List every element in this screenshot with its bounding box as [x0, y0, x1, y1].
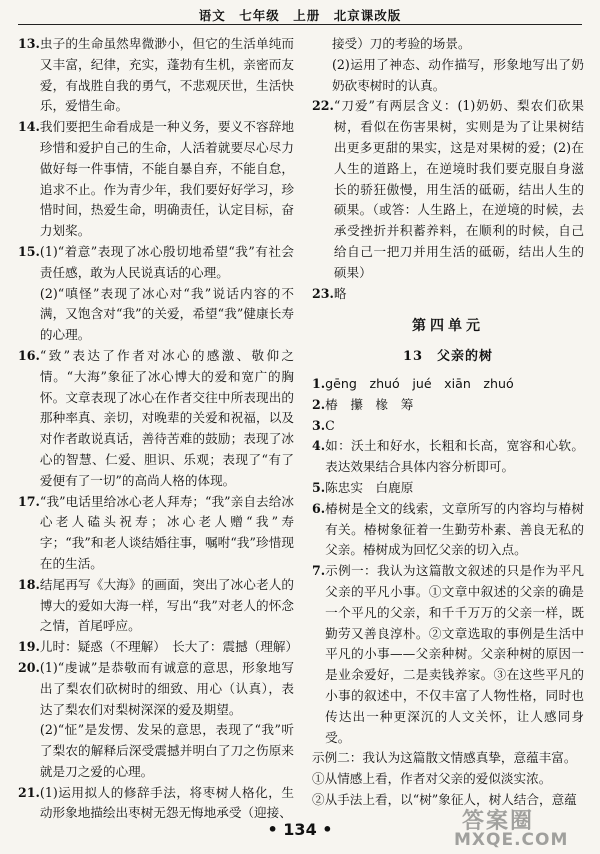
item-body: [40, 242, 294, 346]
item-text: 椿 攥 椽 筹: [325, 396, 414, 412]
item-text: (1)运用拟人的修辞手法，将枣树人格化，生动形象地描绘出枣树无怨无悔地承受（迎接、: [39, 784, 294, 821]
item-number: 23.: [312, 285, 334, 301]
item-text: (1)“虔诚”是恭敬而有诚意的意思，形象地写出了梨农们砍树时的细致、用心（认真），表达了梨农们对梨树深深的爱及期望。: [39, 659, 294, 717]
item-number: 2.: [312, 396, 326, 412]
item-number: 21.: [18, 784, 40, 800]
right-column: [312, 34, 584, 811]
item-text: “致”表达了作者对冰心的感激、敬仰之情。“大海”象征了冰心博大的爱和宽广的胸怀。文章表现了冰心在作者交往中所表现出的那种率真、亲切，对晚辈的关爱和祝福，以及对作者敢说真话，善待苦难的鼓励；表现了冰心的智慧、仁爱、胆识、乐观；表现了“有了爱便有了一切”的高尚人格的体现。: [39, 347, 294, 488]
item-text: C: [325, 417, 335, 433]
item-subtext: (2)“嗔怪”表现了冰心对“我”说话内容的不满，又饱含对“我”的关爱，希望“我”健康长寿的心理。: [39, 285, 294, 343]
item-number: 7.: [312, 563, 326, 579]
answer-item: [18, 783, 294, 825]
item-number: 14.: [18, 119, 40, 135]
answer-item: [18, 34, 294, 117]
watermark-url: MXQE.COM: [454, 830, 569, 850]
continued-text: 接受）刀的考验的场景。: [332, 36, 471, 51]
lesson-title: 13 父亲的树: [402, 349, 494, 365]
answer-item: [18, 242, 294, 346]
item-text: “我”电话里给冰心老人拜寿；“我”亲自去给冰心老人磕头祝寿；冰心老人赠“我”寿字；“我”和老人谈结婚往事，嘱咐“我”珍惜现在的生活。: [39, 493, 294, 571]
item-text: 如：沃土和好水，长粗和长高，宽容和心软。表达效果结合具体内容分析即可。: [325, 438, 584, 475]
item-text: 椿树是全文的线索，文章所写的内容均与椿树有关。椿树象征着一生勤劳朴素、善良无私的父亲。椿树成为回忆父亲的切入点。: [325, 500, 584, 558]
answer-item: [312, 436, 584, 478]
item-text: (1)“着意”表现了冰心殷切地希望“我”有社会责任感，敢为人民说真话的心理。: [39, 243, 294, 280]
answer-item: [18, 117, 294, 242]
item-text: 儿时：疑惑（不理解） 长大了：震撼（理解）: [39, 639, 299, 655]
item-number: 20.: [18, 659, 40, 675]
answer-item: [312, 374, 584, 395]
item-number: 4.: [312, 438, 326, 454]
answer-item: [312, 284, 584, 305]
item-body: [40, 658, 294, 783]
answer-item: [312, 478, 584, 499]
item-text: 略: [333, 285, 347, 301]
answer-item: [18, 575, 294, 637]
item-number: 13.: [18, 36, 40, 51]
page-number: • 134 •: [267, 820, 333, 839]
item-number: 5.: [312, 479, 326, 495]
example-text: ②从手法上看，以“树”象征人，树人结合，意蕴: [312, 791, 577, 807]
answer-item: [312, 561, 584, 748]
answer-item: [312, 416, 584, 437]
watermark-text: 答案圈: [462, 809, 535, 834]
item-number: 22.: [312, 98, 334, 114]
page-header: 语文 七年级 上册 北京课改版: [198, 8, 402, 23]
answer-item: [312, 499, 584, 561]
item-text: 我们要把生命看成是一种义务，要义不容辞地珍惜和爱护自己的生命，人活着就要尽心尽力做好每一件事情，不能自暴自弃，不能自怠，追求不止。作为青少年，我们要好好学习，珍惜时间，热爱生命，明确责任，认定目标，奋力划桨。: [39, 119, 294, 239]
item-text: 陈忠实 白鹿原: [325, 479, 414, 495]
unit-title: 第四单元: [412, 318, 484, 335]
item-text: 示例一：我认为这篇散文叙述的只是作为平凡父亲的平凡小事。①文章中叙述的父亲的确是一个平凡的父亲，和千千万万的父亲一样，既勤劳又善良淳朴。②文章选取的事例是生活中平凡的小事——父亲种树。父亲种树的原因一是业余爱好，二是卖钱养家。③在这些平凡的小事的叙述中，不仅丰富了人物性格，同时也传达出一种更深沉的人文关怀，让人感同身受。: [325, 563, 584, 745]
item-number: 3.: [312, 417, 326, 433]
left-column: [18, 34, 299, 824]
answer-item: [18, 492, 294, 575]
item-text: “刀爱”有两层含义：(1)奶奶、梨农们砍果树，看似在伤害果树，实则是为了让果树结出更多更甜的果实，这是对果树的爱；(2)在人生的道路上，在逆境时我们要克服自身滋长的骄狂傲慢，用生活的砥砺，结出人生的硕果。（或答：人生路上，在逆境的时候，去承受挫折并积蓄养料，在顺利的时候，自己给自己一把刀并用生活的砥砺，结出人生的硕果）: [333, 98, 584, 280]
answer-item: [18, 637, 299, 658]
item-number: 18.: [18, 576, 40, 592]
item-number: 15.: [18, 243, 40, 259]
item-number: 17.: [18, 493, 40, 509]
header-divider: [18, 24, 582, 25]
answer-item: [18, 346, 294, 492]
answer-item: [312, 395, 584, 416]
item-number: 6.: [312, 500, 326, 516]
example-text: 示例二：我认为这篇散文情感真挚，意蕴丰富。: [312, 750, 577, 766]
example-text: ①从情感上看，作者对父亲的爱似淡实浓。: [312, 771, 552, 787]
watermark-logo: [440, 806, 588, 850]
continued-text: (2)运用了神态、动作描写，形象地写出了奶奶砍枣树时的认真。: [332, 56, 584, 93]
item-text: gēng zhuó jué xiān zhuó: [325, 375, 514, 391]
item-text: 结尾再写《大海》的画面，突出了冰心老人的博大的爱如大海一样，写出“我”对老人的怀念之情，首尾呼应。: [39, 576, 294, 634]
item-number: 1.: [312, 375, 326, 391]
answer-item: [18, 658, 294, 783]
item-number: 16.: [18, 347, 40, 363]
item-number: 19.: [18, 639, 40, 655]
item-text: 虫子的生命虽然卑微渺小，但它的生活单纯而又丰富，纪律，充实，蓬勃有生机，亲密而友爱，有战胜自我的勇气，不悲观厌世，生活快乐，爱惜生命。: [39, 36, 294, 114]
item-subtext: (2)“怔”是发愣、发呆的意思，表现了“我”听了梨农的解释后深受震撼并明白了刀之伤原来就是刀之爱的心理。: [39, 722, 294, 779]
answer-item: [312, 96, 584, 283]
